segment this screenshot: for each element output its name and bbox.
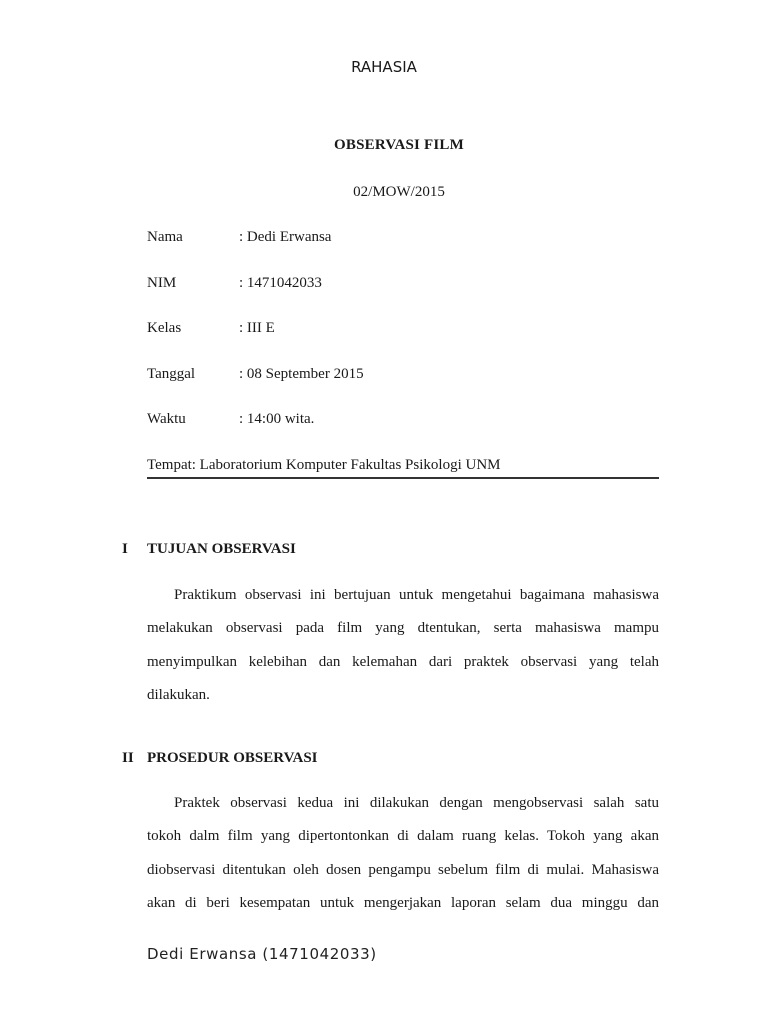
section-heading-prosedur: [122, 750, 318, 767]
paragraph-line: tokoh dalm film yang dipertontonkan di dalam ruang kelas. Tokoh yang akan: [147, 828, 659, 844]
info-label: NIM: [147, 275, 177, 291]
section-heading-tujuan: [122, 541, 296, 558]
info-label: Tanggal: [147, 366, 196, 382]
paragraph-line: melakukan observasi pada film yang dtentukan, serta mahasiswa mampu: [147, 620, 659, 636]
info-value: : 08 September 2015: [239, 366, 364, 382]
info-label: Nama: [147, 229, 183, 245]
paragraph-line: dilakukan.: [147, 687, 210, 703]
section-title: PROSEDUR OBSERVASI: [147, 750, 318, 766]
paragraph-line: menyimpulkan kelebihan dan kelemahan dari praktek observasi yang telah: [147, 654, 659, 670]
page-header: RAHASIA: [351, 58, 417, 76]
document-title: OBSERVASI FILM: [334, 137, 464, 153]
paragraph-line: Praktek observasi kedua ini dilakukan dengan mengobservasi salah satu: [174, 795, 659, 811]
info-value: : 1471042033: [239, 275, 322, 291]
info-label: Waktu: [147, 411, 186, 427]
paragraph-line: akan di beri kesempatan untuk mengerjakan laporan selam dua minggu dan: [147, 895, 659, 911]
info-value: : Dedi Erwansa: [239, 229, 332, 245]
info-tempat: Tempat: Laboratorium Komputer Fakultas Psikologi UNM: [147, 457, 501, 473]
paragraph-line: Praktikum observasi ini bertujuan untuk mengetahui bagaimana mahasiswa: [174, 587, 659, 603]
info-value: : 14:00 wita.: [239, 411, 315, 427]
paragraph-line: diobservasi ditentukan oleh dosen pengampu sebelum film di mulai. Mahasiswa: [147, 862, 659, 878]
section-number: I: [122, 541, 128, 557]
page-footer: Dedi Erwansa (1471042033): [147, 945, 377, 963]
section-title: TUJUAN OBSERVASI: [147, 541, 296, 557]
info-value: : III E: [239, 320, 275, 336]
header-divider: [147, 477, 659, 479]
section-number: II: [122, 750, 134, 766]
info-label: Kelas: [147, 320, 182, 336]
document-code: 02/MOW/2015: [353, 184, 445, 200]
